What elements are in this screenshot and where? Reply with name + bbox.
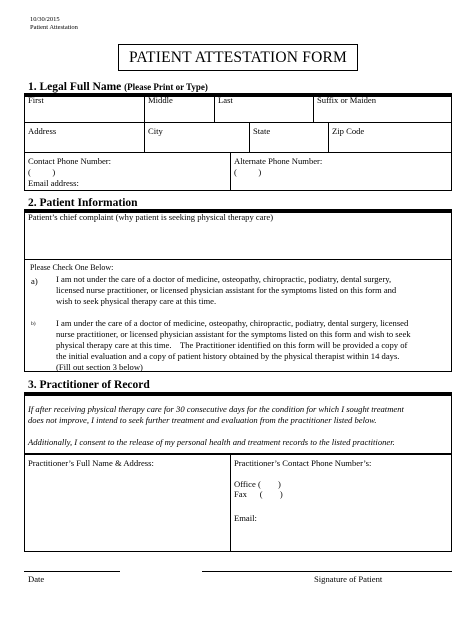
divider	[313, 93, 314, 122]
option-a-line: licensed nurse practitioner, or licensed physician assistant for the symptoms listed on this form and	[56, 285, 397, 295]
divider	[24, 259, 452, 260]
first-name-field[interactable]: First	[28, 95, 44, 105]
signature-line[interactable]	[202, 571, 452, 572]
fax-field[interactable]: Fax ( )	[234, 489, 283, 499]
section1-heading: 1. Legal Full Name	[28, 81, 122, 93]
contact-phone-label[interactable]: Contact Phone Number:	[28, 156, 112, 166]
practitioner-contact-label: Practitioner’s Contact Phone Number’s:	[234, 458, 372, 468]
option-b-line: the initial evaluation and a copy of patient history obtained by the physical therapist within 14 days.	[56, 351, 400, 361]
address-field[interactable]: Address	[28, 126, 57, 136]
divider	[230, 152, 231, 191]
option-a-checkbox[interactable]: a)	[31, 276, 38, 286]
contact-phone-paren: ( )	[28, 167, 56, 177]
middle-name-field[interactable]: Middle	[148, 95, 173, 105]
section1-heading-note: (Please Print or Type)	[124, 82, 208, 92]
option-a-text	[56, 274, 452, 307]
divider	[328, 122, 329, 152]
date-line[interactable]	[24, 571, 120, 572]
practitioner-email-field[interactable]: Email:	[234, 513, 257, 523]
section2-heading: 2. Patient Information	[28, 197, 138, 209]
option-b-line: (Fill out section 3 below)	[56, 362, 143, 372]
last-name-field[interactable]: Last	[218, 95, 233, 105]
email-field[interactable]: Email address:	[28, 178, 79, 188]
chief-complaint-field[interactable]: Patient’s chief complaint (why patient is seeking physical therapy care)	[28, 212, 274, 222]
check-one-label: Please Check One Below:	[30, 263, 114, 272]
date-label: Date	[28, 574, 45, 584]
option-b-line: physical therapy care at this time. The Practitioner identified on this form will be provided a copy of	[56, 340, 408, 350]
practitioner-name-address-field[interactable]: Practitioner’s Full Name & Address:	[28, 458, 154, 468]
section1-heading-wrap	[28, 81, 208, 93]
consent-para1	[28, 404, 448, 426]
option-b-line: I am under the care of a doctor of medicine, osteopathy, chiropractic, podiatry, dental surgery, licensed	[56, 318, 409, 328]
option-a-line: I am not under the care of a doctor of medicine, osteopathy, chiropractic, podiatry, dental surgery,	[56, 274, 392, 284]
option-b-checkbox[interactable]: b)	[31, 321, 36, 327]
option-b-text	[56, 318, 452, 373]
divider	[24, 122, 452, 123]
header-doc-name: Patient Attestation	[30, 24, 78, 31]
option-a-line: wish to seek physical therapy care at this time.	[56, 296, 217, 306]
form-title-box	[118, 44, 358, 71]
section3-heading: 3. Practitioner of Record	[28, 379, 150, 391]
divider	[249, 122, 250, 152]
city-field[interactable]: City	[148, 126, 163, 136]
office-phone-field[interactable]: Office ( )	[234, 479, 281, 489]
divider	[144, 122, 145, 152]
practitioner-box	[24, 454, 452, 552]
state-field[interactable]: State	[253, 126, 271, 136]
option-b-line: nurse practitioner, or licensed physician assistant for the symptoms listed on this form and wish to seek	[56, 329, 411, 339]
divider	[24, 152, 452, 153]
divider	[230, 454, 231, 552]
divider	[144, 93, 145, 122]
suffix-field[interactable]: Suffix or Maiden	[317, 95, 377, 105]
header-date: 10/30/2015	[30, 16, 60, 23]
form-title: PATIENT ATTESTATION FORM	[128, 48, 347, 66]
consent-para2: Additionally, I consent to the release of my personal health and treatment records to the listed practitioner.	[28, 437, 395, 447]
zip-field[interactable]: Zip Code	[332, 126, 365, 136]
signature-label: Signature of Patient	[314, 574, 383, 584]
alt-phone-label[interactable]: Alternate Phone Number:	[234, 156, 323, 166]
alt-phone-paren: ( )	[234, 167, 262, 177]
divider	[214, 93, 215, 122]
consent-line: does not improve, I intend to seek further treatment and evaluation from the practitioner listed below.	[28, 415, 377, 425]
consent-line: If after receiving physical therapy care for 30 consecutive days for the condition for which I sought treatment	[28, 404, 404, 414]
